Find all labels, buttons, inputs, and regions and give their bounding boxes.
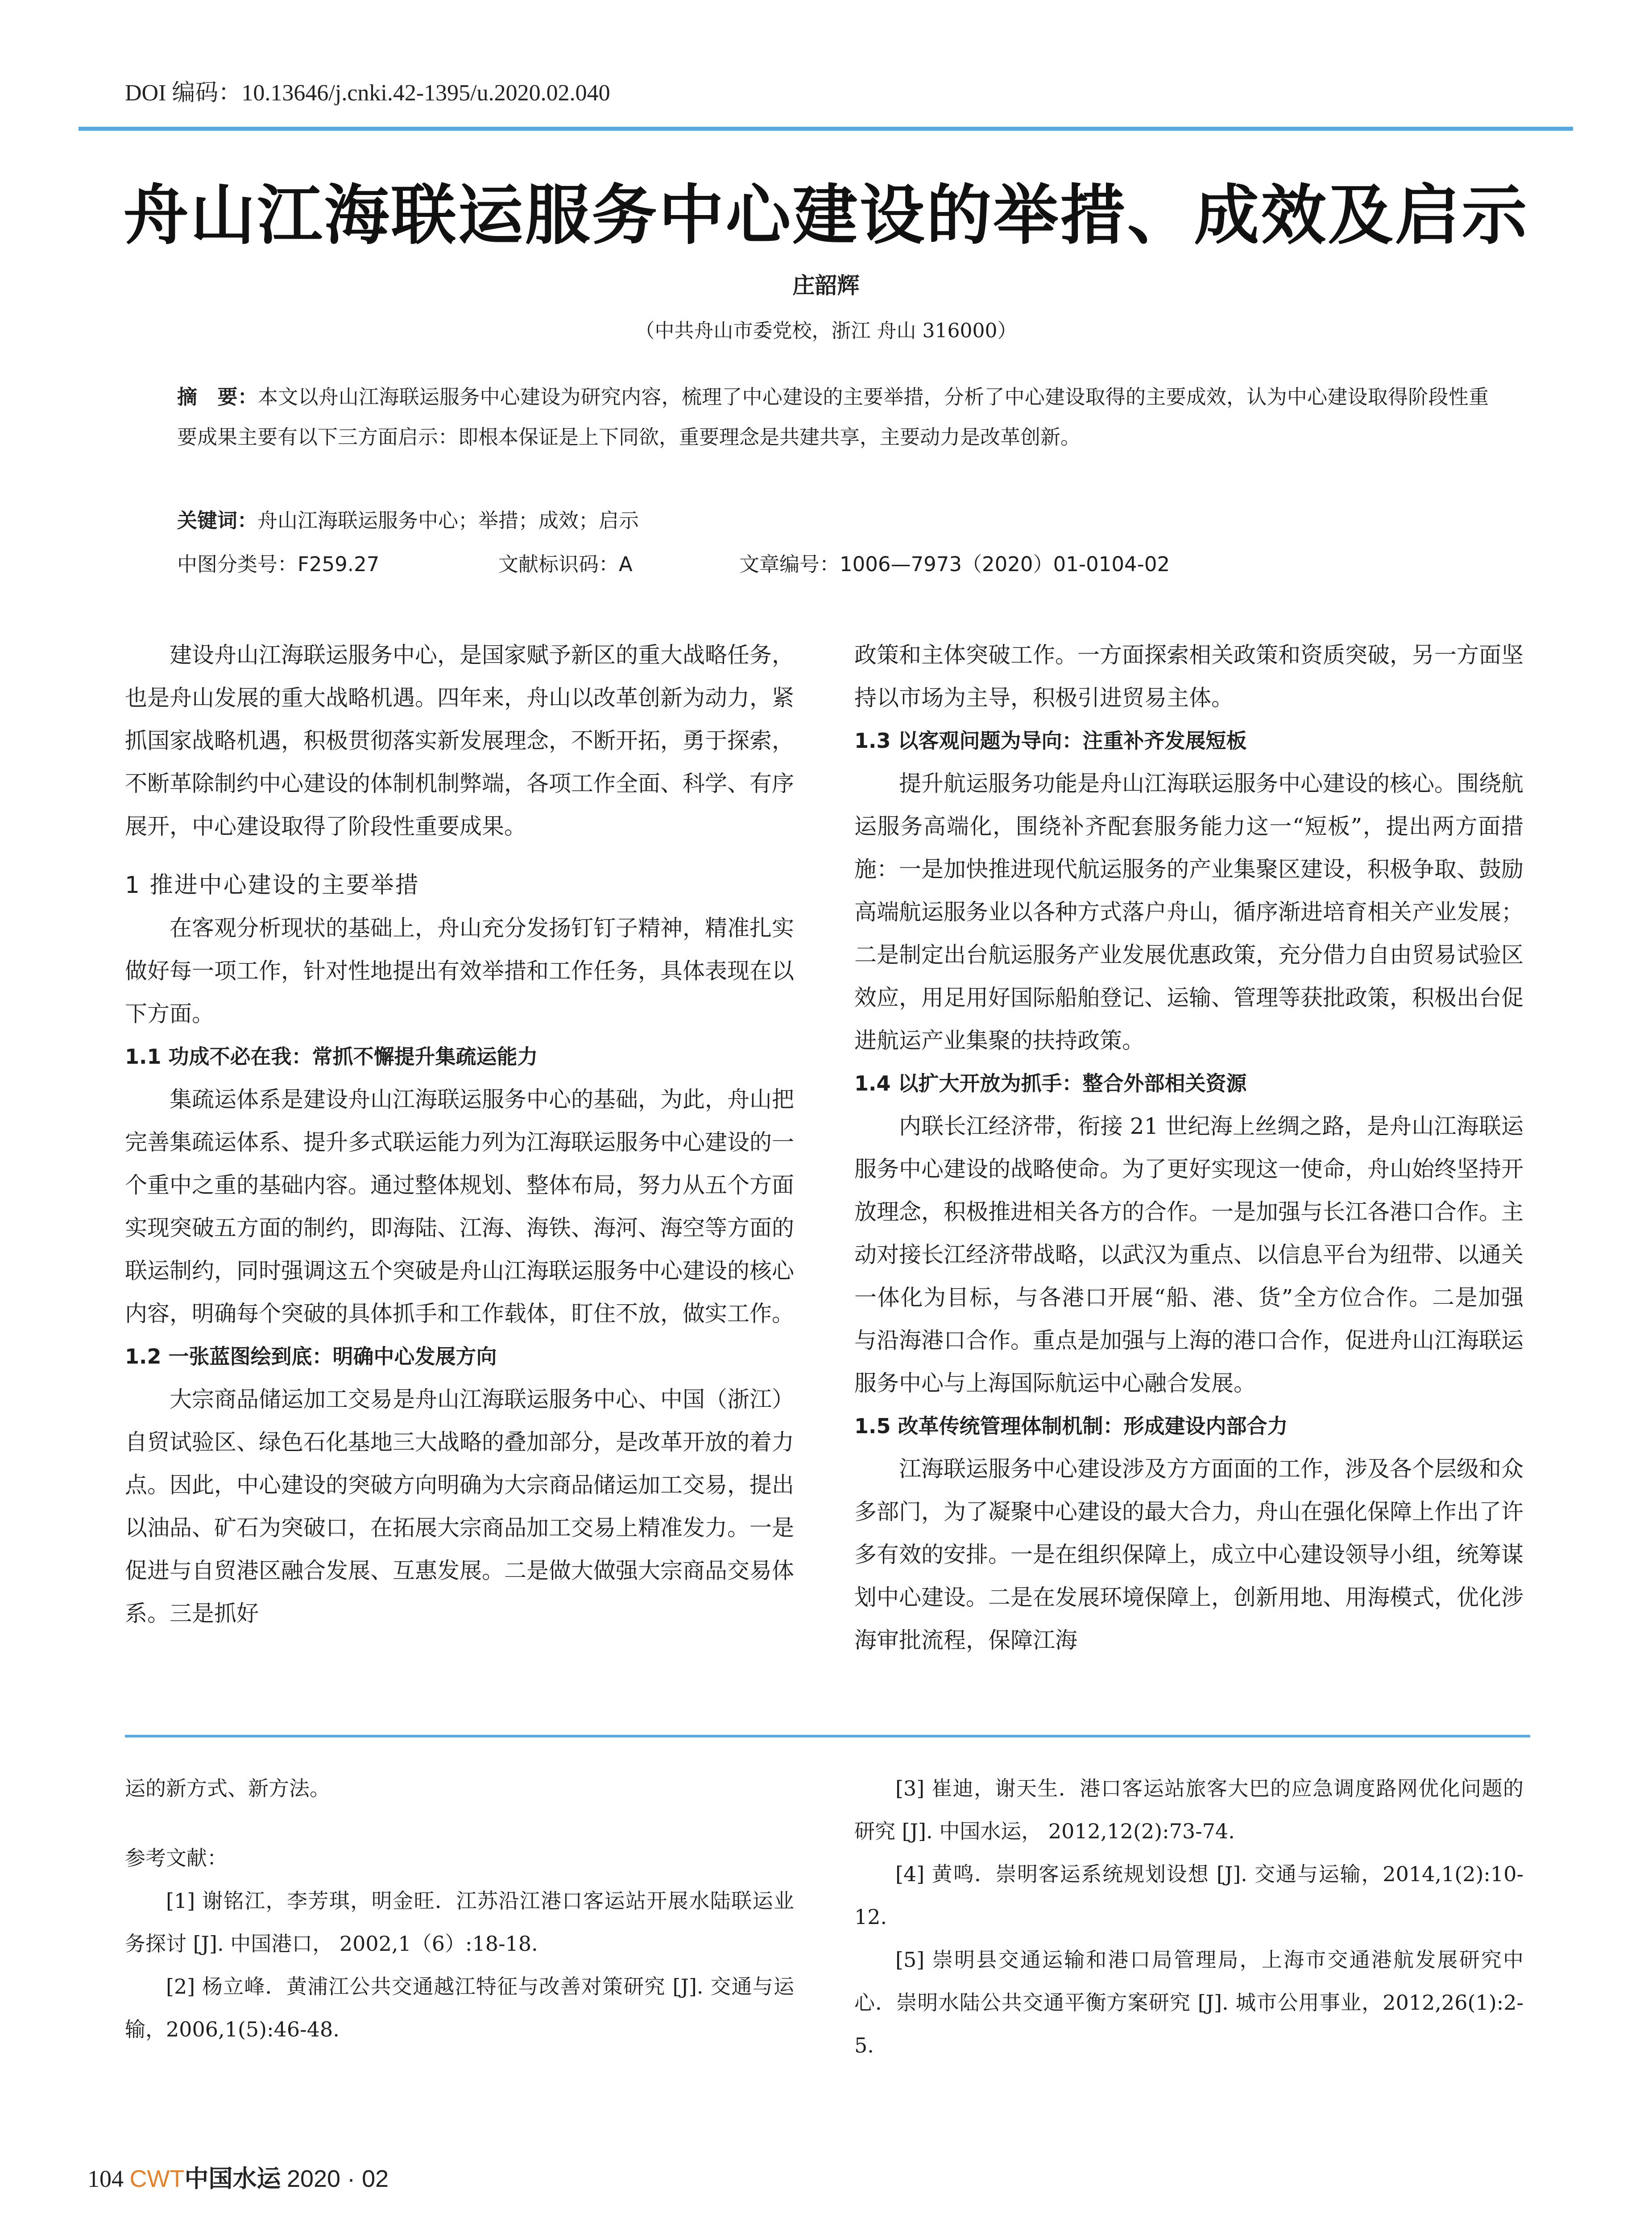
paragraph: 建设舟山江海联运服务中心，是国家赋予新区的重大战略任务，也是舟山发展的重大战略机遇。四年来，舟山以改革创新为动力，紧抓国家战略机遇，积极贯彻落实新发展理念，不断开拓，勇于探索，不断革除制约中心建设的体制机制弊端，各项工作全面、科学、有序展开，中心建设取得了阶段性重要成果。 — [125, 642, 794, 839]
article-number: 文章编号：1006—7973（2020）01-0104-02 — [739, 552, 1170, 576]
paragraph: 集疏运体系是建设舟山江海联运服务中心的基础，为此，舟山把完善集疏运体系、提升多式联运能力列为江海联运服务中心建设的一个重中之重的基础内容。通过整体规划、整体布局，努力从五个方面实现突破五方面的制约，即海陆、江海、海铁、海河、海空等方面的联运制约，同时强调这五个突破是舟山江海联运服务中心建设的核心内容，明确每个突破的具体抓手和工作载体，盯住不放，做实工作。 — [125, 1086, 794, 1327]
reference-item: [4] 黄鸣．崇明客运系统规划设想 [J]. 交通与运输，2014,1(2):10-12. — [854, 1862, 1524, 1929]
affiliation: （中共舟山市委党校，浙江 舟山 316000） — [635, 319, 1017, 342]
document-code: 文献标识码：A — [498, 552, 633, 576]
subsection-heading: 1.3 以客观问题为导向：注重补齐发展短板 — [854, 729, 1247, 753]
article-title: 舟山江海联运服务中心建设的举措、成效及启示 — [123, 177, 1529, 253]
author: 庄韶辉 — [792, 273, 860, 299]
abstract — [177, 377, 1489, 457]
reference-item: [1] 谢铭江，李芳琪，明金旺．江苏沿江港口客运站开展水陆联运业务探讨 [J]. 中国港口， 2002,1（6）:18-18. — [125, 1889, 794, 1956]
magazine-name: 中国水运 — [184, 2164, 281, 2193]
reference-item: [5] 崇明县交通运输和港口局管理局，上海市交通港航发展研究中心．崇明水陆公共交通平衡方案研究 [J]. 城市公用事业，2012,26(1):2-5. — [854, 1948, 1524, 2057]
continued-text: 运的新方式、新方法。 — [125, 1776, 330, 1800]
subsection-heading: 1.5 改革传统管理体制机制：形成建设内部合力 — [854, 1414, 1288, 1438]
body-column-left — [125, 634, 794, 1635]
paragraph: 大宗商品储运加工交易是舟山江海联运服务中心、中国（浙江）自贸试验区、绿色石化基地三大战略的叠加部分，是改革开放的着力点。因此，中心建设的突破方向明确为大宗商品储运加工交易，提出以油品、矿石为突破口，在拓展大宗商品加工交易上精准发力。一是促进与自贸港区融合发展、互惠发展。二是做大做强大宗商品交易体系。三是抓好 — [125, 1386, 794, 1626]
subsection-heading: 1.4 以扩大开放为抓手：整合外部相关资源 — [854, 1071, 1247, 1095]
subsection-heading: 1.1 功成不必在我：常抓不懈提升集疏运能力 — [125, 1045, 538, 1069]
paragraph: 内联长江经济带，衔接 21 世纪海上丝绸之路，是舟山江海联运服务中心建设的战略使命。为了更好实现这一使命，舟山始终坚持开放理念，积极推进相关各方的合作。一是加强与长江各港口合作。主动对接长江经济带战略，以武汉为重点、以信息平台为纽带、以通关一体化为目标，与各港口开展“船、港、货”全方位合作。二是加强与沿海港口合作。重点是加强与上海的港口合作，促进舟山江海联运服务中心与上海国际航运中心融合发展。 — [854, 1113, 1524, 1396]
clc-number: 中图分类号：F259.27 — [177, 552, 380, 576]
references-column-left — [125, 1767, 794, 2051]
abstract-text: 本文以舟山江海联运服务中心建设为研究内容，梳理了中心建设的主要举措，分析了中心建设取得的主要成效，认为中心建设取得阶段性重要成果主要有以下三方面启示：即根本保证是上下同欲，重要理念是共建共享，主要动力是改革创新。 — [177, 385, 1489, 449]
reference-item: [2] 杨立峰．黄浦江公共交通越江特征与改善对策研究 [J]. 交通与运输，2006,1(5):46-48. — [125, 1974, 794, 2041]
abstract-label: 摘 要： — [177, 385, 258, 409]
subsection-heading: 1.2 一张蓝图绘到底：明确中心发展方向 — [125, 1344, 497, 1368]
paragraph: 江海联运服务中心建设涉及方方面面的工作，涉及各个层级和众多部门，为了凝聚中心建设的最大合力，舟山在强化保障上作出了许多有效的安排。一是在组织保障上，成立中心建设领导小组，统筹谋划中心建设。二是在发展环境保障上，创新用地、用海模式，优化涉海审批流程，保障江海 — [854, 1456, 1524, 1653]
references-column-right — [854, 1767, 1524, 2067]
reference-item: [3] 崔迪，谢天生．港口客运站旅客大巴的应急调度路网优化问题的研究 [J]. 中国水运， 2012,12(2):73-74. — [854, 1776, 1524, 1843]
paragraph: 政策和主体突破工作。一方面探索相关政策和资质突破，另一方面坚持以市场为主导，积极引进贸易主体。 — [854, 642, 1524, 711]
brand-logo: CWT — [129, 2165, 185, 2192]
body-column-right — [854, 634, 1524, 1662]
paragraph: 提升航运服务功能是舟山江海联运服务中心建设的核心。围绕航运服务高端化，围绕补齐配套服务能力这一“短板”，提出两方面措施：一是加快推进现代航运服务的产业集聚区建设，积极争取、鼓励高端航运服务业以各种方式落户舟山，循序渐进培育相关产业发展；二是制定出台航运服务产业发展优惠政策，充分借力自由贸易试验区效应，用足用好国际船舶登记、运输、管理等获批政策，积极出台促进航运产业集聚的扶持政策。 — [854, 771, 1524, 1053]
page-footer — [87, 2160, 389, 2194]
doi-code: DOI 编码：10.13646/j.cnki.42-1395/u.2020.02.040 — [125, 80, 610, 106]
keywords-text: 舟山江海联运服务中心；举措；成效；启示 — [257, 509, 639, 532]
keywords-label: 关键词： — [177, 509, 258, 532]
keywords — [177, 504, 639, 533]
paragraph: 在客观分析现状的基础上，舟山充分发扬钉钉子精神，精准扎实做好每一项工作，针对性地提出有效举措和工作任务，具体表现在以下方面。 — [125, 915, 794, 1027]
section-rule — [125, 1735, 1530, 1738]
issue-number: 2020 · 02 — [286, 2165, 389, 2192]
page-number: 104 — [87, 2165, 124, 2192]
section-heading: 1 推进中心建设的主要举措 — [125, 872, 420, 899]
article-meta — [177, 548, 1170, 577]
references-label: 参考文献： — [125, 1846, 228, 1870]
top-rule — [79, 127, 1573, 131]
